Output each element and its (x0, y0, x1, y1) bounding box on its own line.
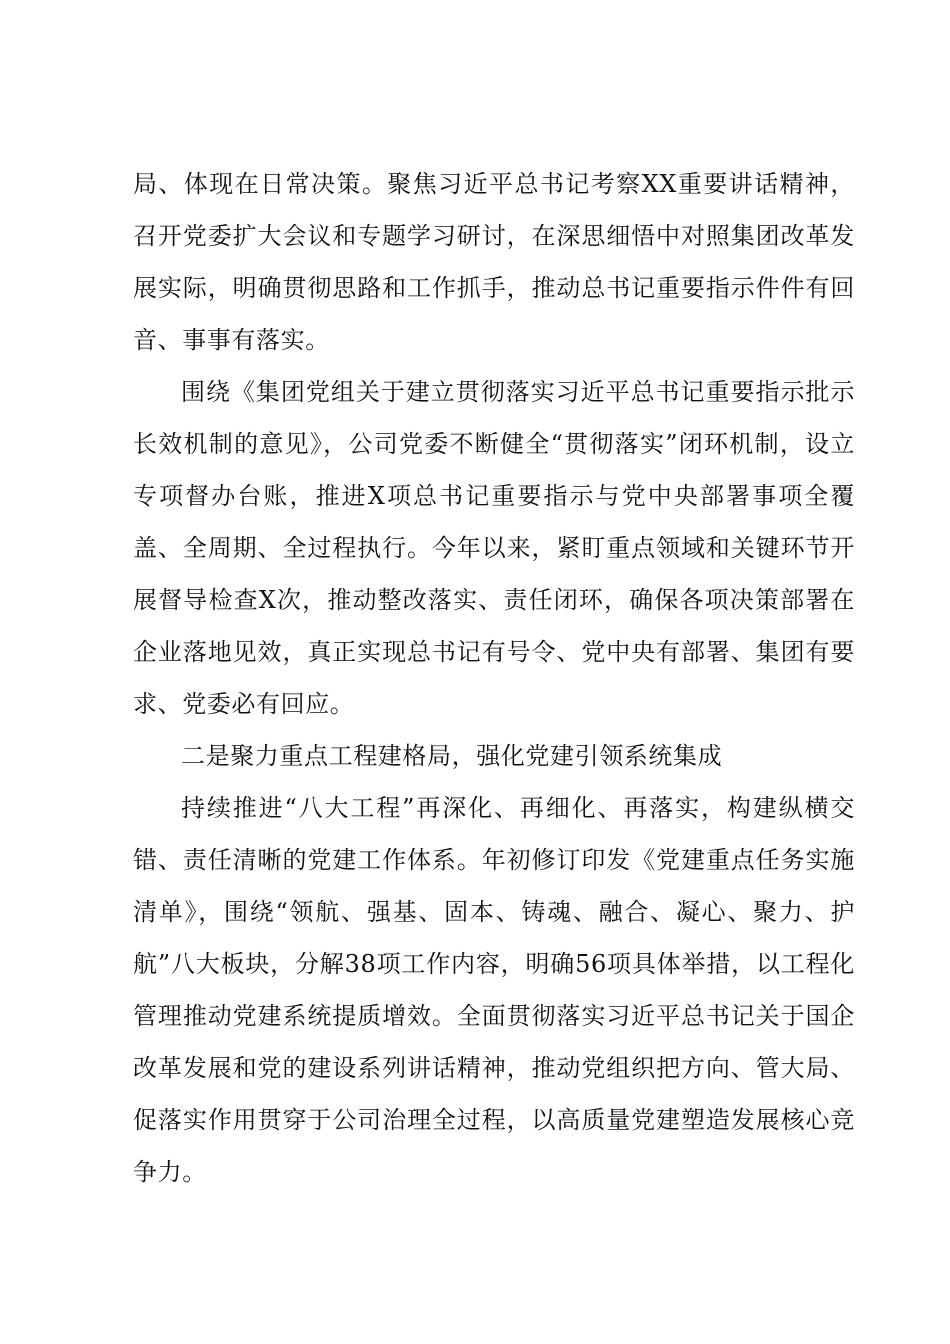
section-heading: 二是聚力重点工程建格局，强化党建引领系统集成 (181, 742, 723, 770)
document-body (133, 158, 855, 1198)
paragraph-1: 局、体现在日常决策。聚焦习近平总书记考察XX重要讲话精神，召开党委扩大会议和专题学习研讨，在深思细悟中对照集团改革发展实际，明确贯彻思路和工作抓手，推动总书记重要指示件件有回音、事事有落实。 (133, 170, 855, 354)
paragraph-3: 持续推进“八大工程”再深化、再细化、再落实，构建纵横交错、责任清晰的党建工作体系。年初修订印发《党建重点任务实施清单》，围绕“领航、强基、固本、铸魂、融合、凝心、聚力、护航”八大板块，分解38项工作内容，明确56项具体举措，以工程化管理推动党建系统提质增效。全面贯彻落实习近平总书记关于国企改革发展和党的建设系列讲话精神，推动党组织把方向、管大局、促落实作用贯穿于公司治理全过程，以高质量党建塑造发展核心竞争力。 (133, 794, 855, 1186)
paragraph-2: 围绕《集团党组关于建立贯彻落实习近平总书记重要指示批示长效机制的意见》，公司党委不断健全“贯彻落实”闭环机制，设立专项督办台账，推进X项总书记重要指示与党中央部署事项全覆盖、全周期、全过程执行。今年以来，紧盯重点领域和关键环节开展督导检查X次，推动整改落实、责任闭环，确保各项决策部署在企业落地见效，真正实现总书记有号令、党中央有部署、集团有要求、党委必有回应。 (133, 378, 855, 718)
